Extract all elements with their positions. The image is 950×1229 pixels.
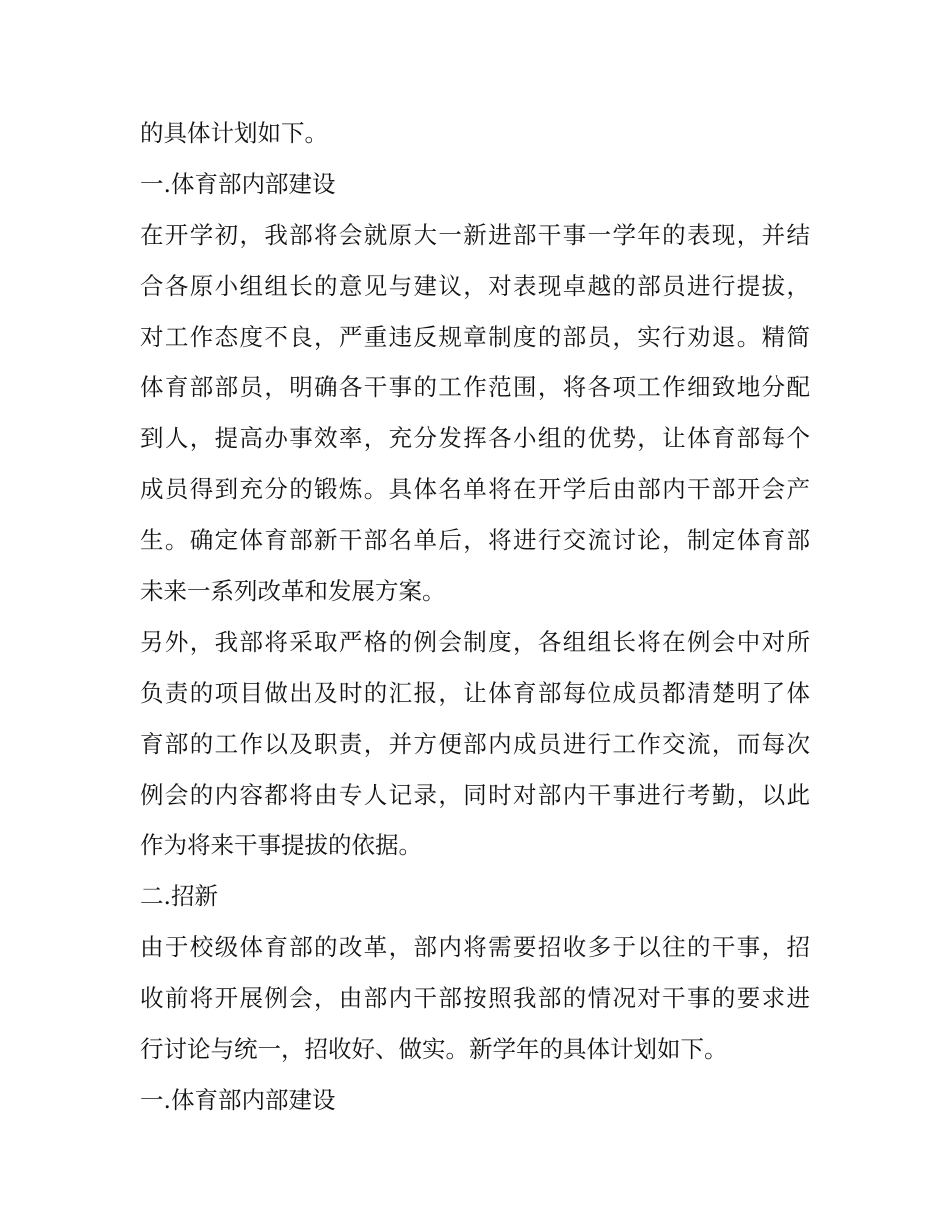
text-line: 另外，我部将采取严格的例会制度，各组组长将在例会中对所: [140, 627, 810, 656]
text-line: 生。确定体育部新干部名单后，将进行交流讨论，制定体育部: [140, 526, 810, 555]
text-line: 收前将开展例会，由部内干部按照我部的情况对干事的要求进: [140, 984, 810, 1013]
text-line: 行讨论与统一，招收好、做实。新学年的具体计划如下。: [140, 1035, 728, 1064]
text-line: 到人，提高办事效率，充分发挥各小组的优势，让体育部每个: [140, 424, 810, 453]
section-heading: 一.体育部内部建设: [140, 169, 336, 198]
text-line: 由于校级体育部的改革，部内将需要招收多于以往的干事，招: [140, 933, 810, 962]
text-line: 对工作态度不良，严重违反规章制度的部员，实行劝退。精简: [140, 322, 810, 351]
section-heading: 一.体育部内部建设: [140, 1085, 336, 1114]
text-line: 作为将来干事提拔的依据。: [140, 831, 422, 860]
section-heading: 二.招新: [140, 882, 218, 911]
text-line: 负责的项目做出及时的汇报，让体育部每位成员都清楚明了体: [140, 678, 810, 707]
text-line: 在开学初，我部将会就原大一新进部干事一学年的表现，并结: [140, 220, 810, 249]
text-line: 体育部部员，明确各干事的工作范围，将各项工作细致地分配: [140, 373, 810, 402]
text-line: 未来一系列改革和发展方案。: [140, 577, 446, 606]
text-line: 例会的内容都将由专人记录，同时对部内干事进行考勤，以此: [140, 780, 810, 809]
text-line: 合各原小组组长的意见与建议，对表现卓越的部员进行提拔，: [140, 271, 810, 300]
document-body: [140, 108, 820, 1126]
text-line: 成员得到充分的锻炼。具体名单将在开学后由部内干部开会产: [140, 475, 810, 504]
text-line: 的具体计划如下。: [140, 119, 328, 147]
text-line: 育部的工作以及职责，并方便部内成员进行工作交流，而每次: [140, 729, 810, 758]
